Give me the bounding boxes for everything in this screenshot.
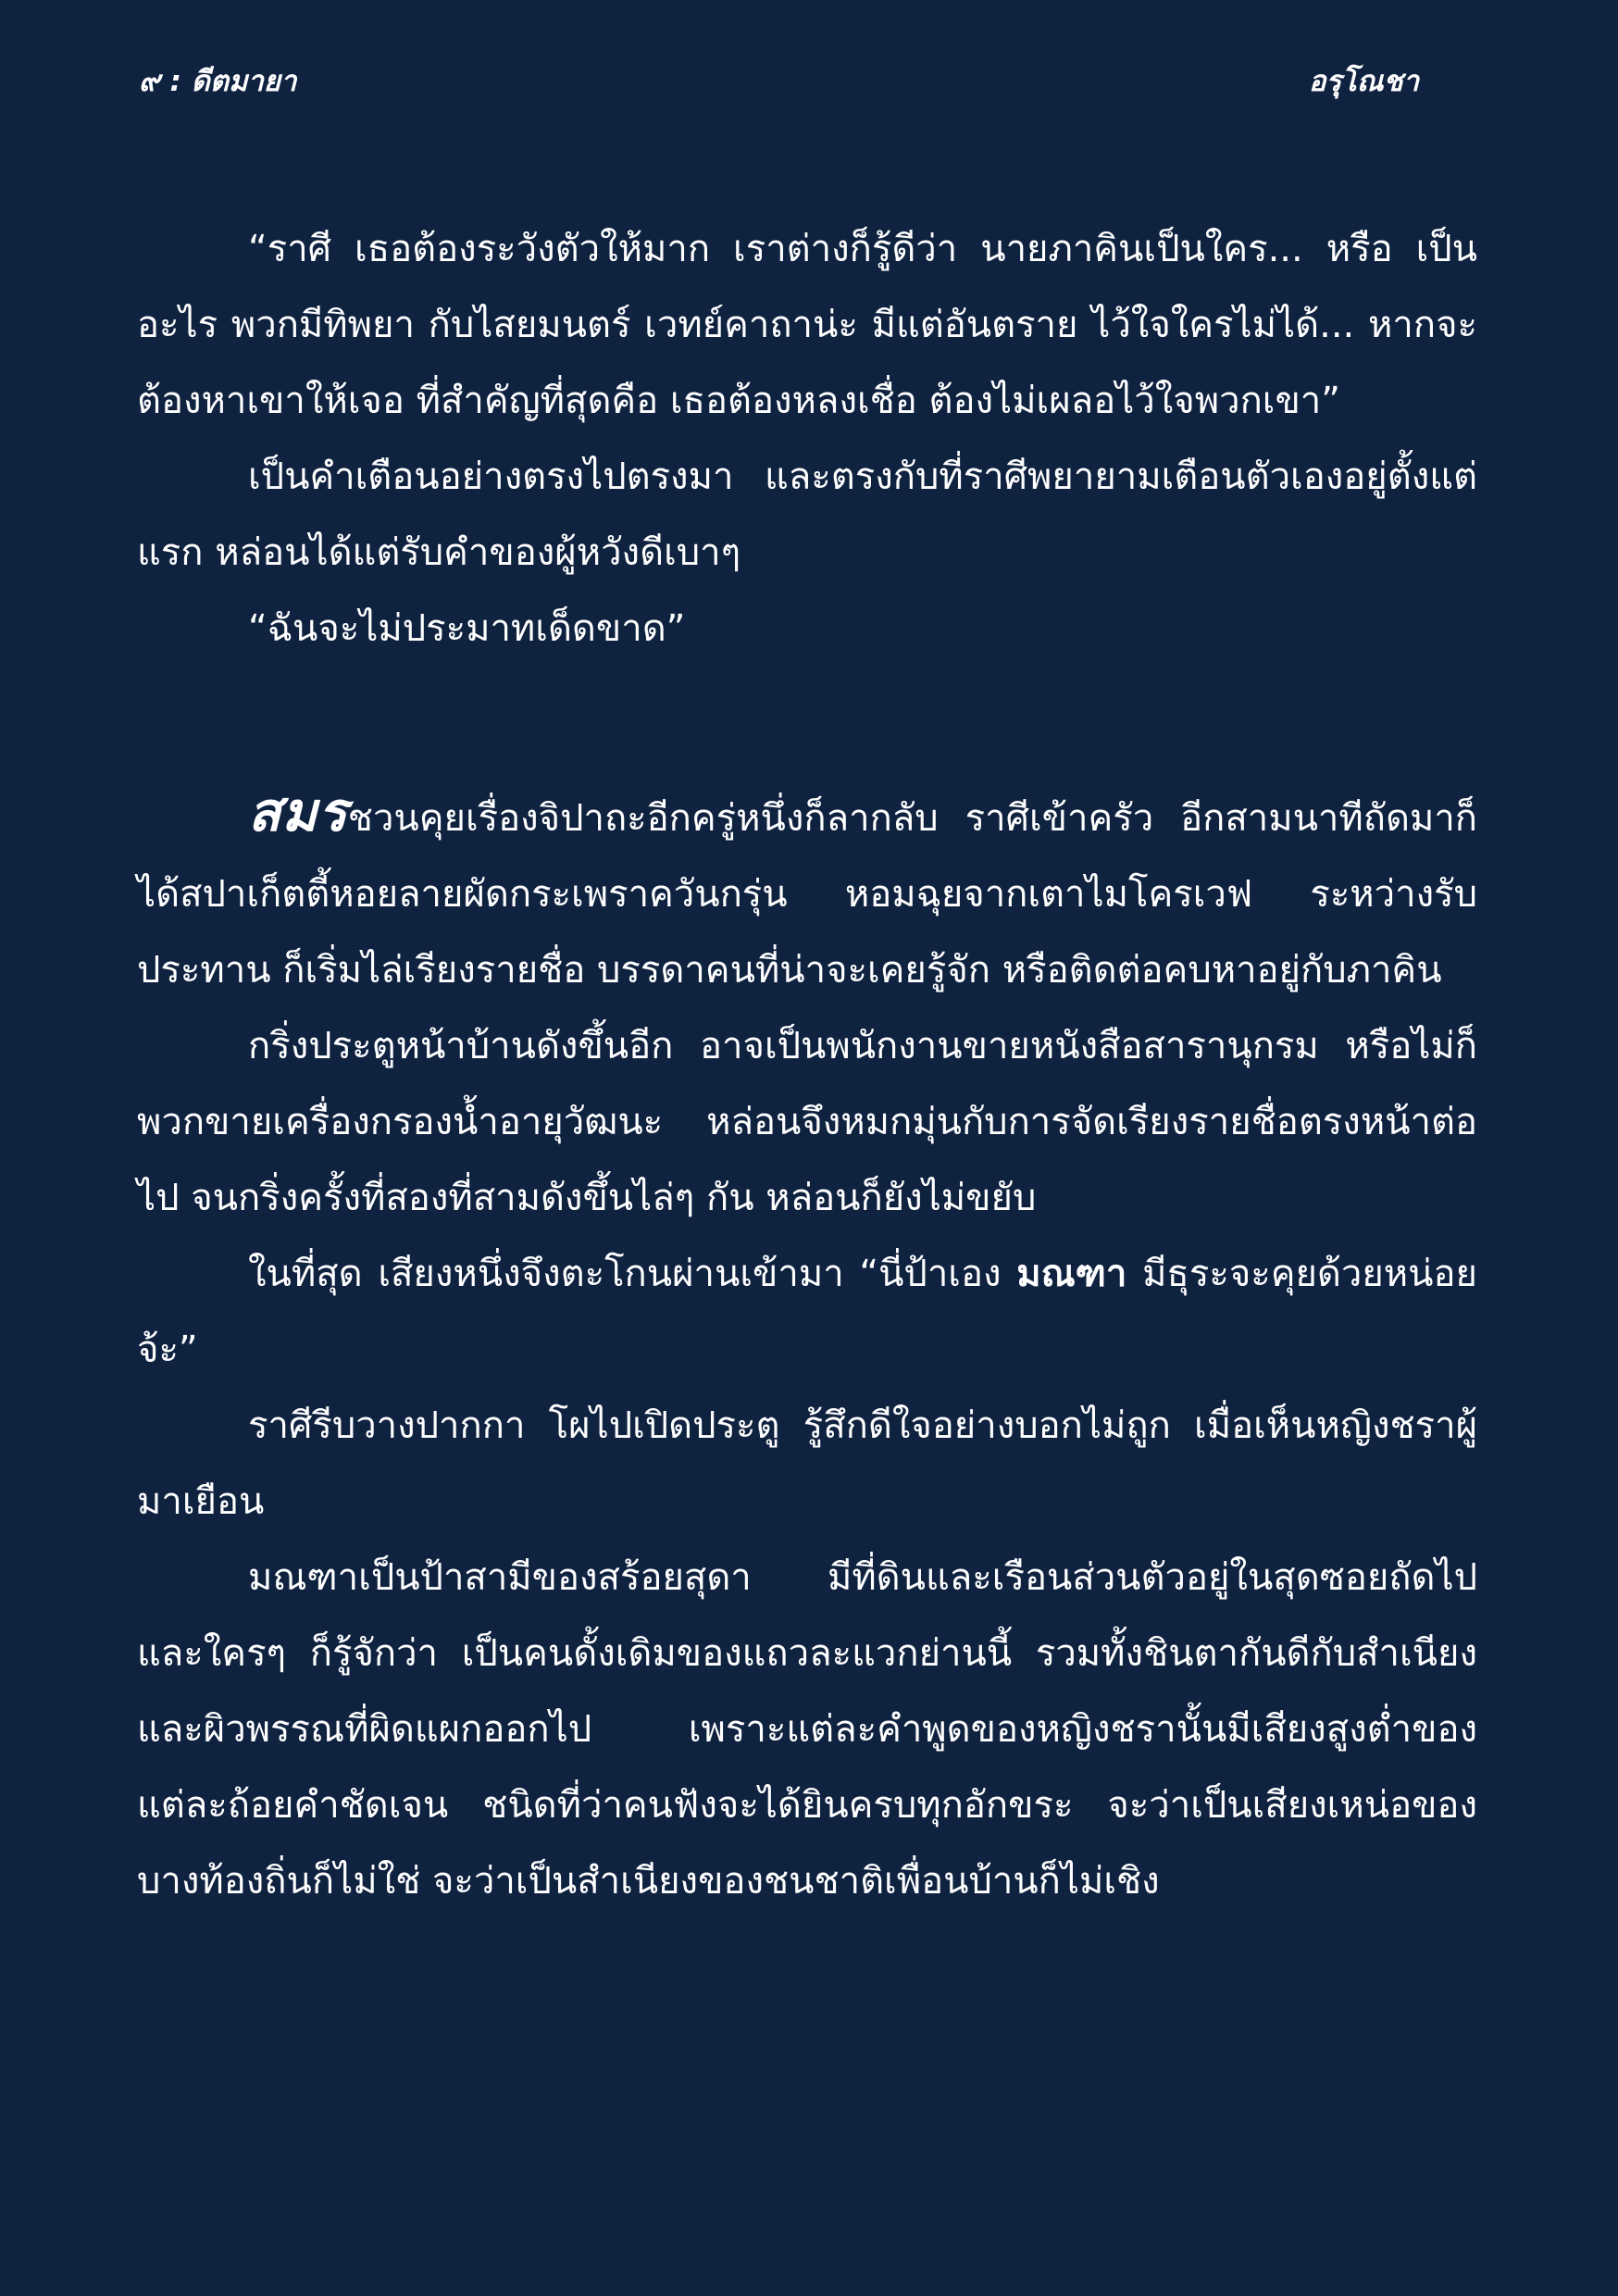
paragraph-7: ราศีรีบวางปากกา โผไปเปิดประตู รู้สึกดีใจอย่างบอกไม่ถูก เมื่อเห็นหญิงชราผู้มาเยือน <box>137 1404 1477 1523</box>
section-break <box>137 667 1477 774</box>
body-text <box>137 211 1477 1919</box>
character-name: มณฑา <box>1016 1253 1127 1295</box>
chapter-title: ๙ : ดีตมายา <box>139 65 297 98</box>
paragraph-5: กริ่งประตูหน้าบ้านดังขึ้นอีก อาจเป็นพนักงานขายหนังสือสารานุกรม หรือไม่ก็พวกขายเครื่องกรองน้ำอายุวัฒนะ หล่อนจึงหมกมุ่นกับการจัดเรียงรายชื่อตรงหน้าต่อไป จนกริ่งครั้งที่สองที่สามดังขึ้นไล่ๆ กัน หล่อนก็ยังไม่ขยับ <box>137 1025 1477 1219</box>
paragraph-4 <box>137 774 1477 1008</box>
paragraph-1: “ราศี เธอต้องระวังตัวให้มาก เราต่างก็รู้ดีว่า นายภาคินเป็นใคร... หรือ เป็นอะไร พวกมีทิพยา กับไสยมนตร์ เวทย์คาถาน่ะ มีแต่อันตราย ไว้ใจใครไม่ได้... หากจะต้องหาเขาให้เจอ ที่สำคัญที่สุดคือ เธอต้องหลงเชื่อ ต้องไม่เผลอไว้ใจพวกเขา” <box>137 228 1477 422</box>
paragraph-8: มณฑาเป็นป้าสามีของสร้อยสุดา มีที่ดินและเรือนส่วนตัวอยู่ในสุดซอยถัดไป และใครๆ ก็รู้จักว่า เป็นคนดั้งเดิมของแถวละแวกย่านนี้ รวมทั้งชินตากันดีกับสำเนียงและผิวพรรณที่ผิดแผกออกไป เพราะแต่ละคำพูดของหญิงชรานั้นมีเสียงสูงต่ำของแต่ละถ้อยคำชัดเจน ชนิดที่ว่าคนฟังจะได้ยินครบทุกอักขระ จะว่าเป็นเสียงเหน่อของบางท้องถิ่นก็ไม่ใช่ จะว่าเป็นสำเนียงของชนชาติเพื่อนบ้านก็ไม่เชิง <box>137 1556 1477 1903</box>
paragraph-4-text: ชวนคุยเรื่องจิปาถะอีกครู่หนึ่งก็ลากลับ ราศีเข้าครัว อีกสามนาทีถัดมาก็ได้สปาเก็ตตี้หอยลายผัดกระเพราควันกรุ่น หอมฉุยจากเตาไมโครเวฟ ระหว่างรับประทาน ก็เริ่มไล่เรียงรายชื่อ บรรดาคนที่น่าจะเคยรู้จัก หรือติดต่อคบหาอยู่กับภาคิน <box>137 797 1477 992</box>
paragraph-6 <box>137 1236 1477 1388</box>
running-header <box>139 57 1419 104</box>
author-name: อรุโณชา <box>1308 65 1419 98</box>
paragraph-6-text-a: ในที่สุด เสียงหนึ่งจึงตะโกนผ่านเข้ามา “นี่ป้าเอง <box>248 1253 1017 1295</box>
paragraph-3: “ฉันจะไม่ประมาทเด็ดขาด” <box>248 607 686 650</box>
paragraph-2: เป็นคำเตือนอย่างตรงไปตรงมา และตรงกับที่ราศีพยายามเตือนตัวเองอยู่ตั้งแต่แรก หล่อนได้แต่รับคำของผู้หวังดีเบาๆ <box>137 455 1477 574</box>
paragraph-6-text-b: มีธุระจะคุยด้วยหน่อยจ้ะ” <box>137 1253 1477 1371</box>
section-opening-word: สมร <box>248 780 348 843</box>
